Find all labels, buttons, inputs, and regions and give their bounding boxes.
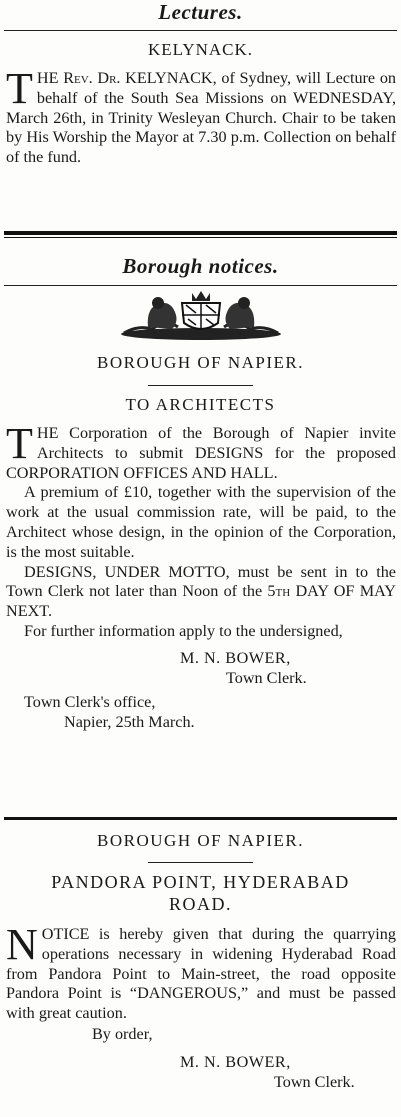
office-address: Town Clerk's office, [24,692,156,711]
signature-title: Town Clerk. [226,668,307,687]
divider [4,30,397,31]
borough-heading: Borough notices. [122,254,279,278]
signature-name: M. N. BOWER, [180,1052,291,1071]
notice-architects [0,352,401,732]
drop-cap: T [6,64,33,113]
lectures-subheading: KELYNACK. [147,40,254,59]
signature-name: M. N. BOWER, [180,648,291,667]
divider [4,285,397,286]
signature-title: Town Clerk. [274,1072,355,1091]
lectures-body [6,64,397,168]
notice-pandora-point [0,830,401,1092]
notice-date: 5th [267,582,291,601]
lectures-section [0,0,401,168]
notice-paragraph [6,563,396,622]
notice-paragraph-text: DESIGNS, UNDER MOTTO, must be sent in to the Town Clerk not later than Noon of the [6,562,396,601]
notice-paragraph-text: HE Corporation of the Borough of Napier invite Architects to submit DESIGNS for the proposed CORPORATION OFFICES AND HALL. [6,424,396,482]
office-date: Napier, 25th March. [64,712,195,731]
by-order: By order, [92,1024,153,1043]
notice-paragraph-text: DAY OF MAY NEXT. [6,582,397,621]
notice-subtitle: PANDORA POINT, HYDERABAD [51,872,350,892]
lectures-body-start: HE [36,69,64,87]
notice-paragraph [6,419,396,483]
short-divider [148,862,253,863]
notice-paragraph: A premium of £10, together with the supervision of the work at the usual commission rate, will be paid, to the Architect whose design, in the opinion of the Corporation, is the most suitable. [6,483,396,561]
lectures-speaker: Rev. Dr. KELYNACK [63,69,213,87]
notice-title: BOROUGH OF NAPIER. [97,831,304,850]
lectures-body-rest: , of Sydney, will Lecture on behalf of the South Sea Missions on WEDNESDAY, March 26th, in Trinity Wesleyan Church. Chair to be taken by His Worship the Mayor at 7.30 p.m. Collection on behalf of the fund. [6,69,397,167]
lectures-heading: Lectures. [158,0,243,24]
short-divider [148,385,253,386]
notice-paragraph-text: OTICE is hereby given that during the quarrying operations necessary in widening Hyderabad Road from Pandora Point to Main-street, the road opposite Pandora Point is “DANGEROUS,” and must be passed with great caution. [6,925,396,1023]
divider [4,817,397,820]
notice-paragraph: For further information apply to the undersigned, [24,621,343,640]
notice-subtitle: ROAD. [168,894,232,914]
royal-coat-of-arms-icon [118,289,284,343]
drop-cap: T [6,419,33,468]
section-divider [4,231,397,238]
notice-paragraph [6,920,396,1024]
notice-subtitle: TO ARCHITECTS [125,395,276,414]
drop-cap: N [6,920,38,969]
notice-title: BOROUGH OF NAPIER. [97,353,304,372]
